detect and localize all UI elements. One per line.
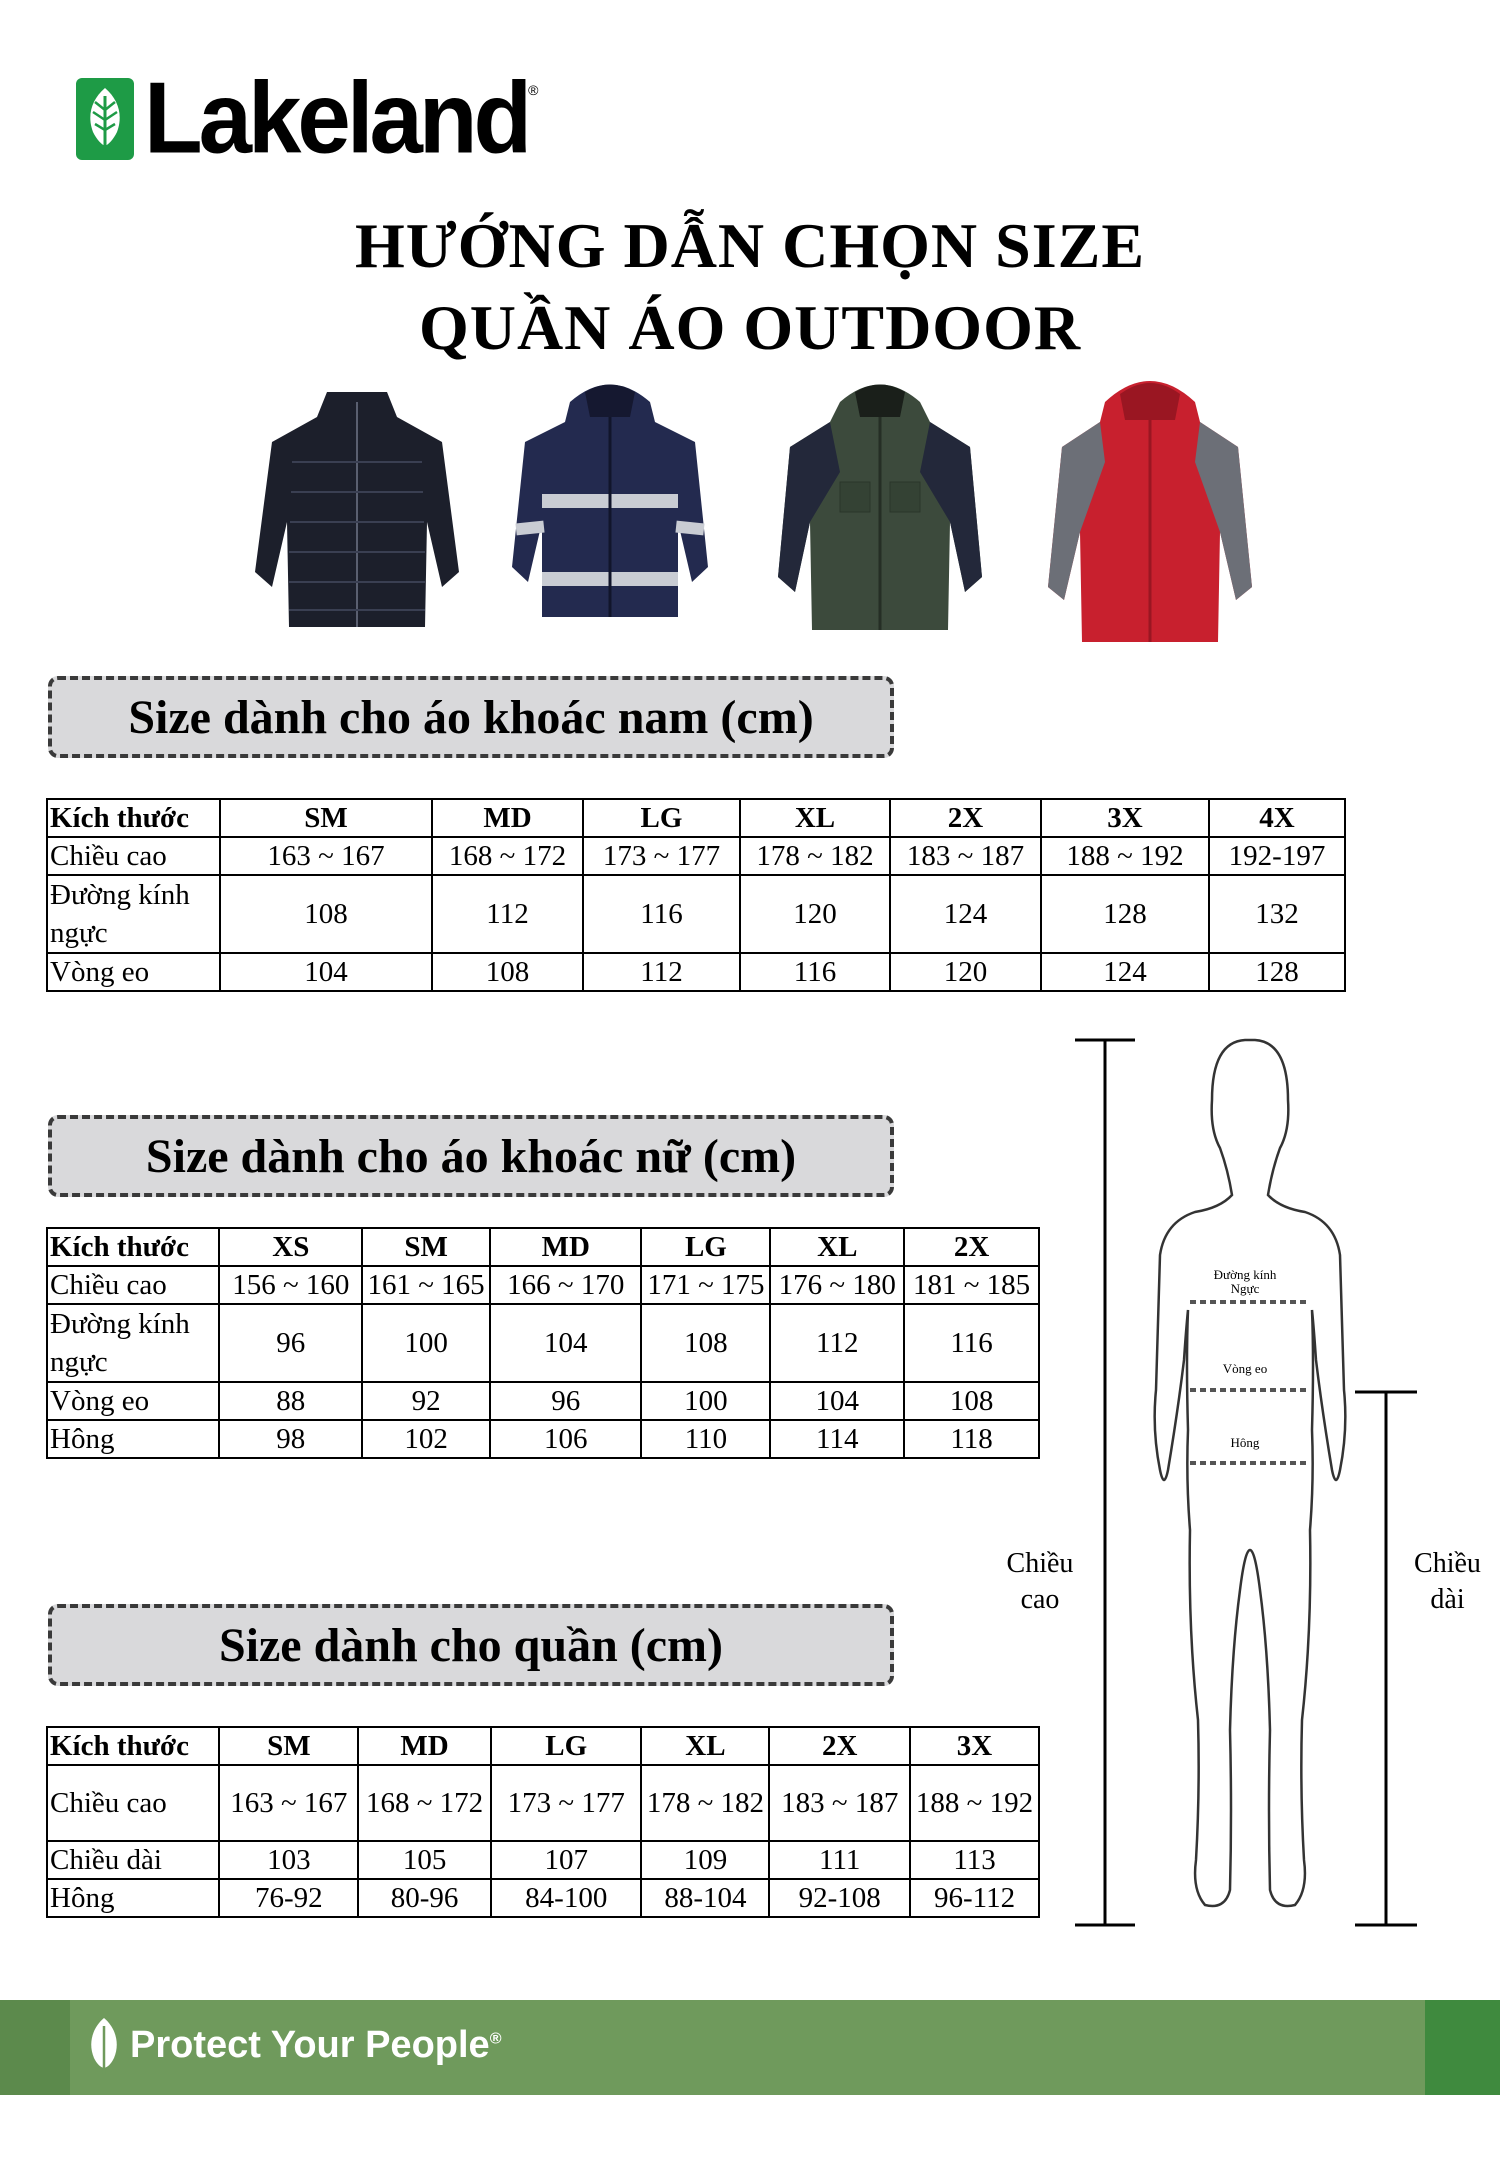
header-cell: XS	[219, 1228, 362, 1266]
table-cell: 105	[358, 1841, 491, 1879]
women-size-table	[46, 1227, 1040, 1459]
table-cell: 181 ~ 185	[904, 1266, 1039, 1304]
body-outline	[1155, 1040, 1346, 1906]
title-line-1: HƯỚNG DẪN CHỌN SIZE	[354, 210, 1146, 281]
header-cell: Kích thước	[47, 1727, 219, 1765]
header-cell: 2X	[890, 799, 1041, 837]
header-cell: 2X	[904, 1228, 1039, 1266]
header-cell: 4X	[1209, 799, 1345, 837]
table-header-row	[47, 1727, 1039, 1765]
table-cell: 171 ~ 175	[641, 1266, 770, 1304]
table-cell: 112	[432, 875, 583, 953]
table-cell: 102	[362, 1420, 490, 1458]
table-cell: 100	[641, 1382, 770, 1420]
table-cell: 163 ~ 167	[220, 837, 432, 875]
table-cell: 183 ~ 187	[890, 837, 1041, 875]
table-cell: 116	[904, 1304, 1039, 1382]
table-cell: 114	[770, 1420, 904, 1458]
row-label: Chiều cao	[47, 1765, 219, 1841]
table-cell: 173 ~ 177	[583, 837, 740, 875]
table-cell: 84-100	[491, 1879, 641, 1917]
table-row	[47, 1879, 1039, 1917]
table-cell: 108	[432, 953, 583, 991]
table-cell: 128	[1041, 875, 1209, 953]
row-label: Chiều cao	[47, 1266, 219, 1304]
women-jacket-banner: Size dành cho áo khoác nữ (cm)	[48, 1115, 894, 1197]
table-cell: 156 ~ 160	[219, 1266, 362, 1304]
black-puffer-jacket-image	[247, 372, 467, 642]
table-row	[47, 1420, 1039, 1458]
table-cell: 92	[362, 1382, 490, 1420]
row-label: Chiều dài	[47, 1841, 219, 1879]
header-cell: MD	[358, 1727, 491, 1765]
page-title	[0, 205, 1500, 369]
leaf-icon	[86, 2016, 122, 2076]
title-line-2: QUẦN ÁO OUTDOOR	[418, 292, 1082, 363]
footer-slogan	[130, 2024, 501, 2067]
table-cell: 108	[904, 1382, 1039, 1420]
row-label: Đường kính ngực	[47, 875, 220, 953]
table-header-row	[47, 799, 1345, 837]
table-cell: 103	[219, 1841, 358, 1879]
table-cell: 178 ~ 182	[641, 1765, 769, 1841]
table-cell: 104	[220, 953, 432, 991]
table-cell: 188 ~ 192	[910, 1765, 1039, 1841]
header-cell: 3X	[1041, 799, 1209, 837]
table-cell: 88-104	[641, 1879, 769, 1917]
footer-edge-left	[0, 2000, 70, 2095]
header-cell: Kích thước	[47, 1228, 219, 1266]
table-cell: 112	[770, 1304, 904, 1382]
header-cell: MD	[432, 799, 583, 837]
table-cell: 96	[219, 1304, 362, 1382]
table-cell: 80-96	[358, 1879, 491, 1917]
table-cell: 116	[740, 953, 890, 991]
table-cell: 92-108	[769, 1879, 910, 1917]
table-row	[47, 953, 1345, 991]
table-cell: 183 ~ 187	[769, 1765, 910, 1841]
table-cell: 107	[491, 1841, 641, 1879]
body-measurement-figure	[1060, 1030, 1500, 1930]
pants-size-table	[46, 1726, 1040, 1918]
men-jacket-banner: Size dành cho áo khoác nam (cm)	[48, 676, 894, 758]
footer-edge-right	[1425, 2000, 1500, 2095]
table-cell: 116	[583, 875, 740, 953]
table-cell: 128	[1209, 953, 1345, 991]
waist-label: Vòng eo	[1222, 1361, 1268, 1376]
row-label: Đường kính ngực	[47, 1304, 219, 1382]
header-cell: SM	[219, 1727, 358, 1765]
table-cell: 88	[219, 1382, 362, 1420]
table-cell: 100	[362, 1304, 490, 1382]
header-cell: MD	[490, 1228, 641, 1266]
height-label: Chiều cao	[1006, 1548, 1074, 1615]
table-cell: 168 ~ 172	[432, 837, 583, 875]
table-cell: 120	[890, 953, 1041, 991]
length-label: Chiều dài	[1414, 1548, 1481, 1615]
length-ruler	[1355, 1392, 1417, 1925]
table-cell: 76-92	[219, 1879, 358, 1917]
header-cell: 2X	[769, 1727, 910, 1765]
header-cell: LG	[641, 1228, 770, 1266]
table-cell: 192-197	[1209, 837, 1345, 875]
table-row	[47, 1304, 1039, 1382]
table-cell: 98	[219, 1420, 362, 1458]
chest-label: Đường kính Ngực	[1213, 1267, 1277, 1296]
table-row	[47, 1765, 1039, 1841]
table-cell: 173 ~ 177	[491, 1765, 641, 1841]
row-label: Vòng eo	[47, 953, 220, 991]
header-cell: 3X	[910, 1727, 1039, 1765]
header-cell: Kích thước	[47, 799, 220, 837]
table-cell: 112	[583, 953, 740, 991]
table-cell: 178 ~ 182	[740, 837, 890, 875]
table-cell: 124	[890, 875, 1041, 953]
brand-name: Lakeland	[144, 62, 529, 175]
height-ruler	[1075, 1040, 1135, 1925]
table-row	[47, 1841, 1039, 1879]
table-cell: 124	[1041, 953, 1209, 991]
table-row	[47, 875, 1345, 953]
row-label: Chiều cao	[47, 837, 220, 875]
table-cell: 168 ~ 172	[358, 1765, 491, 1841]
table-cell: 109	[641, 1841, 769, 1879]
table-header-row	[47, 1228, 1039, 1266]
table-cell: 176 ~ 180	[770, 1266, 904, 1304]
footer-bar	[0, 2000, 1500, 2095]
table-cell: 108	[220, 875, 432, 953]
table-cell: 163 ~ 167	[219, 1765, 358, 1841]
table-cell: 104	[490, 1304, 641, 1382]
table-cell: 106	[490, 1420, 641, 1458]
table-cell: 161 ~ 165	[362, 1266, 490, 1304]
header-cell: XL	[770, 1228, 904, 1266]
table-cell: 110	[641, 1420, 770, 1458]
table-cell: 111	[769, 1841, 910, 1879]
pants-banner: Size dành cho quần (cm)	[48, 1604, 894, 1686]
table-cell: 96-112	[910, 1879, 1039, 1917]
table-cell: 188 ~ 192	[1041, 837, 1209, 875]
header-cell: LG	[583, 799, 740, 837]
header-cell: SM	[362, 1228, 490, 1266]
table-row	[47, 1382, 1039, 1420]
header-cell: LG	[491, 1727, 641, 1765]
men-size-table	[46, 798, 1346, 992]
row-label: Vòng eo	[47, 1382, 219, 1420]
brand-reg-mark: ®	[528, 82, 539, 98]
header-cell: XL	[641, 1727, 769, 1765]
leaf-icon	[76, 78, 134, 160]
slogan-text: Protect Your People	[130, 2024, 490, 2066]
table-cell: 132	[1209, 875, 1345, 953]
navy-reflective-jacket-image	[500, 372, 720, 642]
table-cell: 104	[770, 1382, 904, 1420]
table-cell: 166 ~ 170	[490, 1266, 641, 1304]
table-cell: 96	[490, 1382, 641, 1420]
hip-label: Hông	[1230, 1435, 1260, 1450]
table-row	[47, 837, 1345, 875]
table-cell: 120	[740, 875, 890, 953]
table-row	[47, 1266, 1039, 1304]
red-grey-jacket-image	[1040, 372, 1260, 642]
slogan-reg-mark: ®	[489, 2030, 502, 2048]
table-cell: 118	[904, 1420, 1039, 1458]
table-cell: 108	[641, 1304, 770, 1382]
green-parka-jacket-image	[770, 372, 990, 642]
header-cell: XL	[740, 799, 890, 837]
header-cell: SM	[220, 799, 432, 837]
row-label: Hông	[47, 1420, 219, 1458]
row-label: Hông	[47, 1879, 219, 1917]
table-cell: 113	[910, 1841, 1039, 1879]
brand-logo	[76, 62, 539, 175]
